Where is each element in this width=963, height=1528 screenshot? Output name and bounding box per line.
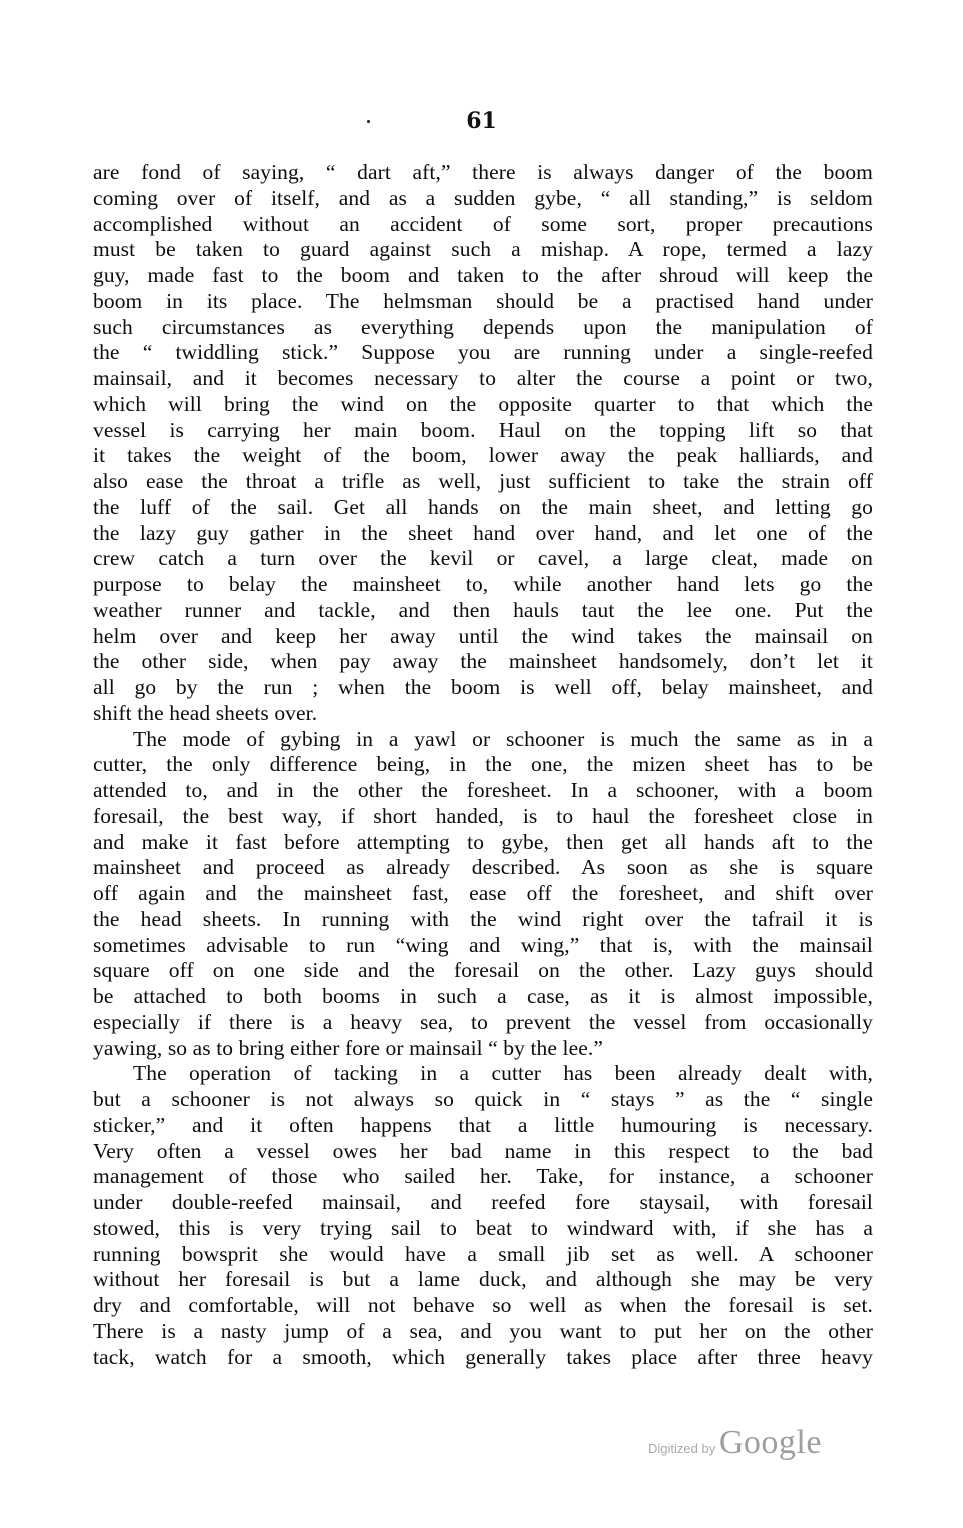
text-line: helm over and keep her away until the wind takes the mainsail on bbox=[93, 623, 873, 648]
text-line: square off on one side and the foresail on the other. Lazy guys should bbox=[93, 958, 873, 983]
text-line: coming over of itself, and as a sudden gybe, “ all standing,” is seldom bbox=[93, 185, 873, 210]
text-line: purpose to belay the mainsheet to, while another hand lets go the bbox=[93, 572, 873, 596]
text-line: accomplished without an accident of some sort, proper precautions bbox=[93, 211, 873, 236]
text-line: without her foresail is but a lame duck, and although she may be very bbox=[93, 1267, 873, 1292]
text-line: and make it fast before attempting to gybe, then get all hands aft to the bbox=[93, 829, 873, 854]
text-line: mainsail, and it becomes necessary to alter the course a point or two, bbox=[93, 366, 873, 390]
text-line: sometimes advisable to run “wing and wing,” that is, with the mainsail bbox=[93, 932, 873, 957]
text-line: The operation of tacking in a cutter has been already dealt with, bbox=[133, 1061, 873, 1086]
google-logo: Google bbox=[718, 1424, 822, 1461]
text-line: The mode of gybing in a yawl or schooner is much the same as in a bbox=[133, 726, 873, 751]
paragraph bbox=[93, 160, 873, 727]
text-line: Very often a vessel owes her bad name in this respect to the bad bbox=[93, 1138, 873, 1163]
digitized-by-watermark bbox=[648, 1424, 822, 1462]
text-line: be attached to both booms in such a case, as it is almost impossible, bbox=[93, 984, 873, 1008]
text-line: the head sheets. In running with the wind right over the tafrail it is bbox=[93, 906, 873, 931]
text-line: also ease the throat a trifle as well, just sufficient to take the strain off bbox=[93, 469, 873, 493]
text-line: mainsheet and proceed as already described. As soon as she is square bbox=[93, 855, 873, 880]
page-body bbox=[93, 160, 873, 1370]
text-line: foresail, the best way, if short handed, is to haul the foresheet close in bbox=[93, 803, 873, 828]
text-line: boom in its place. The helmsman should be a practised hand under bbox=[93, 288, 873, 313]
page-number: 61 bbox=[466, 108, 497, 134]
text-line: vessel is carrying her main boom. Haul on the topping lift so that bbox=[93, 417, 873, 442]
text-line: which will bring the wind on the opposite quarter to that which the bbox=[93, 391, 873, 416]
text-line: sticker,” and it often happens that a little humouring is necessary. bbox=[93, 1112, 873, 1137]
text-line: shift the head sheets over. bbox=[93, 700, 318, 725]
text-line: all go by the run ; when the boom is well off, belay mainsheet, and bbox=[93, 675, 873, 699]
text-line: cutter, the only difference being, in the one, the mizen sheet has to be bbox=[93, 752, 873, 777]
text-line: are fond of saying, “ dart aft,” there is always danger of the boom bbox=[93, 160, 873, 184]
text-line: There is a nasty jump of a sea, and you want to put her on the other bbox=[93, 1318, 873, 1343]
text-line: such circumstances as everything depends upon the manipulation of bbox=[93, 314, 873, 339]
text-line: but a schooner is not always so quick in “ stays ” as the “ single bbox=[93, 1087, 873, 1111]
text-line: the other side, when pay away the mainsheet handsomely, don’t let it bbox=[93, 649, 873, 674]
text-line: the lazy guy gather in the sheet hand over hand, and let one of the bbox=[93, 520, 873, 545]
paragraph bbox=[93, 727, 873, 1062]
text-line: management of those who sailed her. Take, for instance, a schooner bbox=[93, 1164, 873, 1189]
text-line: dry and comfortable, will not behave so well as when the foresail is set. bbox=[93, 1293, 873, 1317]
text-line: attended to, and in the other the foresheet. In a schooner, with a boom bbox=[93, 778, 873, 802]
text-line: yawing, so as to bring either fore or mainsail “ by the lee.” bbox=[93, 1035, 603, 1060]
text-line: tack, watch for a smooth, which generally takes place after three heavy bbox=[93, 1344, 873, 1369]
text-line: guy, made fast to the boom and taken to the after shroud will keep the bbox=[93, 263, 873, 287]
text-line: running bowsprit she would have a small jib set as well. A schooner bbox=[93, 1241, 873, 1266]
text-line: it takes the weight of the boom, lower away the peak halliards, and bbox=[93, 443, 873, 468]
text-line: weather runner and tackle, and then hauls taut the lee one. Put the bbox=[93, 597, 873, 622]
text-line: the luff of the sail. Get all hands on the main sheet, and letting go bbox=[93, 494, 873, 519]
watermark-prefix: Digitized by bbox=[648, 1441, 716, 1456]
text-line: crew catch a turn over the kevil or cavel, a large cleat, made on bbox=[93, 546, 873, 571]
text-line: must be taken to guard against such a mishap. A rope, termed a lazy bbox=[93, 237, 873, 262]
text-line: stowed, this is very trying sail to beat to windward with, if she has a bbox=[93, 1215, 873, 1240]
text-line: the “ twiddling stick.” Suppose you are running under a single-reefed bbox=[93, 340, 873, 365]
text-line: off again and the mainsheet fast, ease off the foresheet, and shift over bbox=[93, 881, 873, 905]
text-line: especially if there is a heavy sea, to prevent the vessel from occasionally bbox=[93, 1009, 873, 1034]
text-line: under double-reefed mainsail, and reefed fore staysail, with foresail bbox=[93, 1190, 873, 1214]
paragraph bbox=[93, 1061, 873, 1370]
